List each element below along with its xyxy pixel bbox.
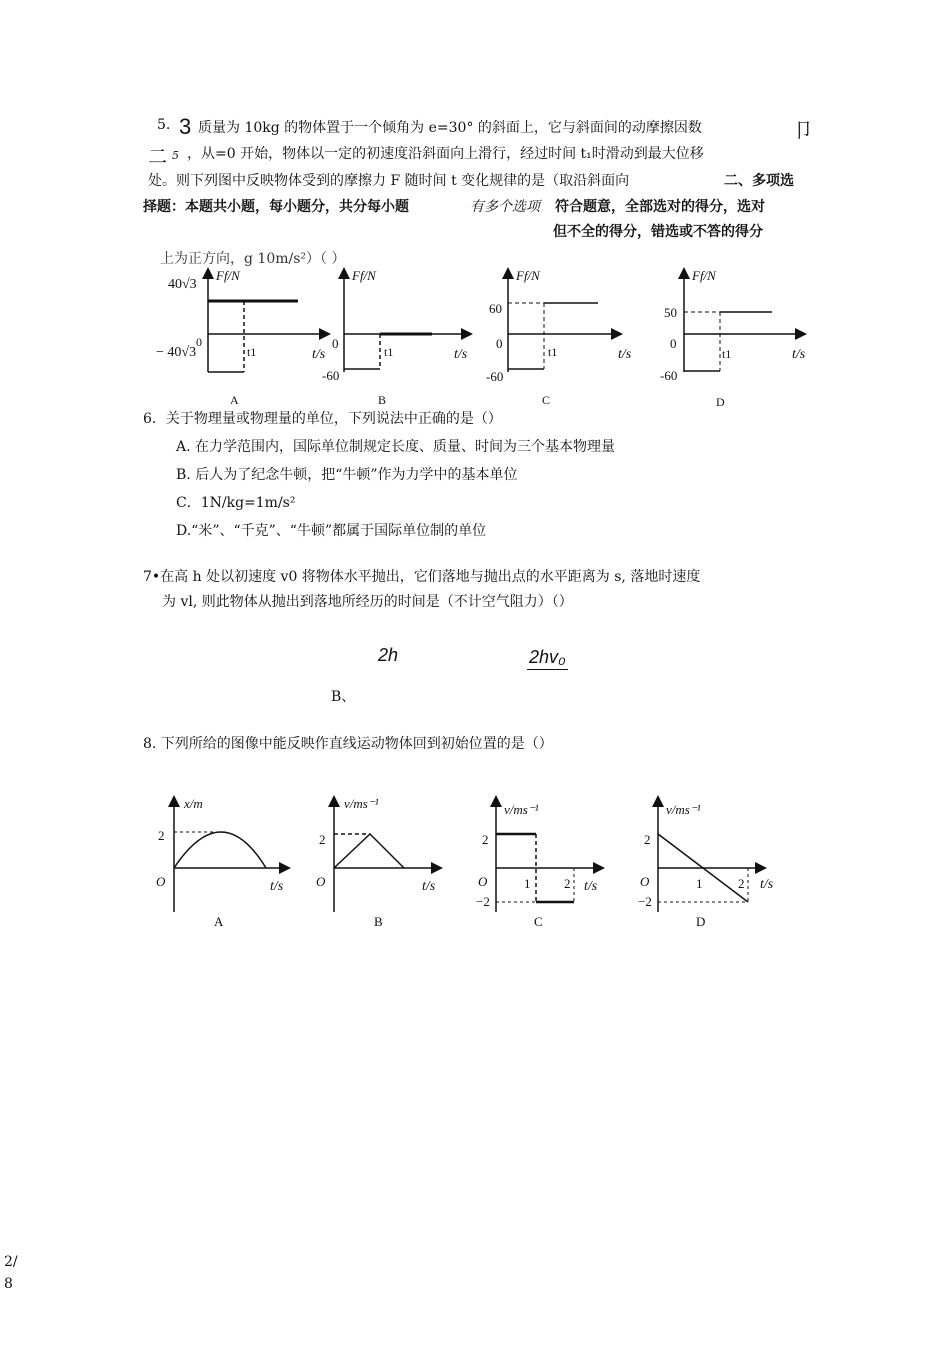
- q6-option-d: D.“米”、“千克”、“牛顿”都属于国际单位制的单位: [176, 523, 487, 539]
- q8c-letter: C: [534, 914, 543, 929]
- q8a-letter: A: [214, 914, 224, 929]
- q7-fraction-2h: 2h: [378, 645, 399, 665]
- q8a-tlabel: t/s: [270, 879, 284, 894]
- q5-graph-c: [486, 268, 632, 407]
- q5a-zero: 0: [196, 335, 202, 349]
- q5c-ybot: -60: [486, 369, 504, 384]
- page-number-bottom: 8: [4, 1276, 13, 1292]
- q8a-origin: O: [156, 874, 166, 889]
- q7-option-b: B、: [331, 689, 356, 705]
- q5-graph-b: [312, 268, 470, 407]
- q5-mu-symbol: 卩: [793, 118, 813, 142]
- q7-fraction-2hv0: 2hv₀: [527, 647, 568, 670]
- q5a-t1: t1: [247, 345, 257, 359]
- q8-graph-d: [638, 798, 774, 929]
- q8-graph-c: [476, 798, 602, 929]
- q8b-origin: O: [316, 874, 326, 889]
- q5b-ybot: -60: [322, 368, 340, 383]
- q5a-ybot: − 40√3: [156, 345, 197, 360]
- q5c-ytop: 60: [489, 301, 502, 316]
- q8-stem: 8. 下列所给的图像中能反映作直线运动物体回到初始位置的是（）: [143, 736, 553, 752]
- q5-big-3: 3: [179, 114, 192, 139]
- q5-line1-text: 质量为 10kg 的物体置于一个倾角为 e=30° 的斜面上，它与斜面间的动摩擦因数: [198, 120, 702, 136]
- q5-line3-text: 处。则下列图中反映物体受到的摩擦力 F 随时间 t 变化规律的是（取沿斜面向: [148, 173, 630, 189]
- q5c-ylabel: Ff/N: [516, 268, 540, 283]
- q7-line2: 为 vl, 则此物体从抛出到落地所经历的时间是（不计空气阻力）（）: [162, 594, 573, 610]
- q6-option-a: A. 在力学范围内，国际单位制规定长度、质量、时间为三个基本物理量: [176, 439, 616, 455]
- q8d-x2: 2: [738, 876, 745, 891]
- q5-line6: 上为正方向，g 10m/s²）（ ）: [160, 251, 346, 267]
- q6-option-c: C．1N/kg=1m/s²: [176, 495, 296, 511]
- q8c-tlabel: t/s: [584, 879, 598, 894]
- q5d-letter: D: [716, 395, 725, 409]
- q8c-x1: 1: [524, 876, 531, 891]
- page-number-top: 2/: [4, 1254, 18, 1270]
- q8c-ym2: −2: [476, 894, 490, 909]
- section2-italic: 有多个选项: [470, 199, 540, 215]
- q5b-tlabel: t/s: [454, 347, 468, 362]
- q7-line1: 7•在高 h 处以初速度 v0 将物体水平抛出，它们落地与抛出点的水平距离为 s, 落地时速度: [143, 569, 701, 585]
- q8c-origin: O: [478, 874, 488, 889]
- q5b-zero: 0: [332, 336, 339, 351]
- q8-graph-a: [156, 796, 288, 929]
- q8b-tlabel: t/s: [422, 879, 436, 894]
- q8-graphs: [150, 790, 790, 940]
- q5a-letter: A: [230, 393, 239, 407]
- q8b-letter: B: [374, 914, 383, 929]
- q5a-ylabel: Ff/N: [216, 268, 240, 283]
- q8b-y2: 2: [319, 832, 326, 847]
- q8a-y2: 2: [158, 828, 165, 843]
- q5c-letter: C: [542, 393, 551, 407]
- section2-line1: 择题：本题共小题，每小题分，共分每小题: [143, 199, 409, 215]
- q8c-y2: 2: [482, 832, 489, 847]
- q8d-ylabel: v/ms⁻¹: [666, 802, 701, 817]
- q5-eq-sign: 二: [148, 146, 168, 168]
- q5d-zero: 0: [670, 336, 677, 351]
- q5d-tlabel: t/s: [792, 347, 806, 362]
- q5b-letter: B: [378, 393, 387, 407]
- q8d-tlabel: t/s: [760, 877, 774, 892]
- q5a-ytop: 40√3: [168, 277, 197, 292]
- q5-graphs: [140, 262, 820, 410]
- q5d-ylabel: Ff/N: [692, 268, 716, 283]
- q5c-zero: 0: [496, 336, 503, 351]
- section2-line1-tail: 符合题意，全部选对的得分，选对: [555, 199, 765, 215]
- q8d-origin: O: [640, 874, 650, 889]
- q8b-ylabel: v/ms⁻¹: [344, 796, 379, 811]
- q5-number: 5.: [157, 117, 171, 133]
- q5-five: 5: [172, 149, 179, 162]
- q5b-ylabel: Ff/N: [352, 268, 376, 283]
- q8d-y2: 2: [644, 832, 651, 847]
- q5-line2-text: ，从=0 开始，物体以一定的初速度沿斜面向上滑行，经过时间 t₁时滑动到最大位移: [187, 146, 704, 162]
- q8c-ylabel: v/ms⁻¹: [504, 802, 539, 817]
- q5d-ybot: -60: [660, 368, 678, 383]
- q5c-t1: t1: [548, 345, 558, 359]
- q5a-tlabel: t/s: [312, 347, 326, 362]
- q6-stem: 6．关于物理量或物理量的单位，下列说法中正确的是（）: [143, 411, 502, 427]
- q5d-ytop: 50: [664, 305, 677, 320]
- q8d-letter: D: [696, 914, 706, 929]
- q5d-t1: t1: [722, 347, 732, 361]
- q8a-ylabel: x/m: [184, 796, 203, 811]
- q6-option-b: B. 后人为了纪念牛顿，把“牛顿”作为力学中的基本单位: [176, 467, 518, 483]
- q5c-tlabel: t/s: [618, 347, 632, 362]
- section2-line2: 但不全的得分，错选或不答的得分: [553, 224, 763, 240]
- q8d-x1: 1: [696, 876, 703, 891]
- q5-graph-d: [660, 268, 806, 409]
- q5b-t1: t1: [384, 345, 394, 359]
- q8c-x2: 2: [564, 876, 571, 891]
- q5-graph-a: [156, 268, 328, 407]
- q8-graph-b: [316, 796, 440, 929]
- section2-heading: 二、多项选: [724, 173, 794, 189]
- q8d-ym2: −2: [638, 894, 652, 909]
